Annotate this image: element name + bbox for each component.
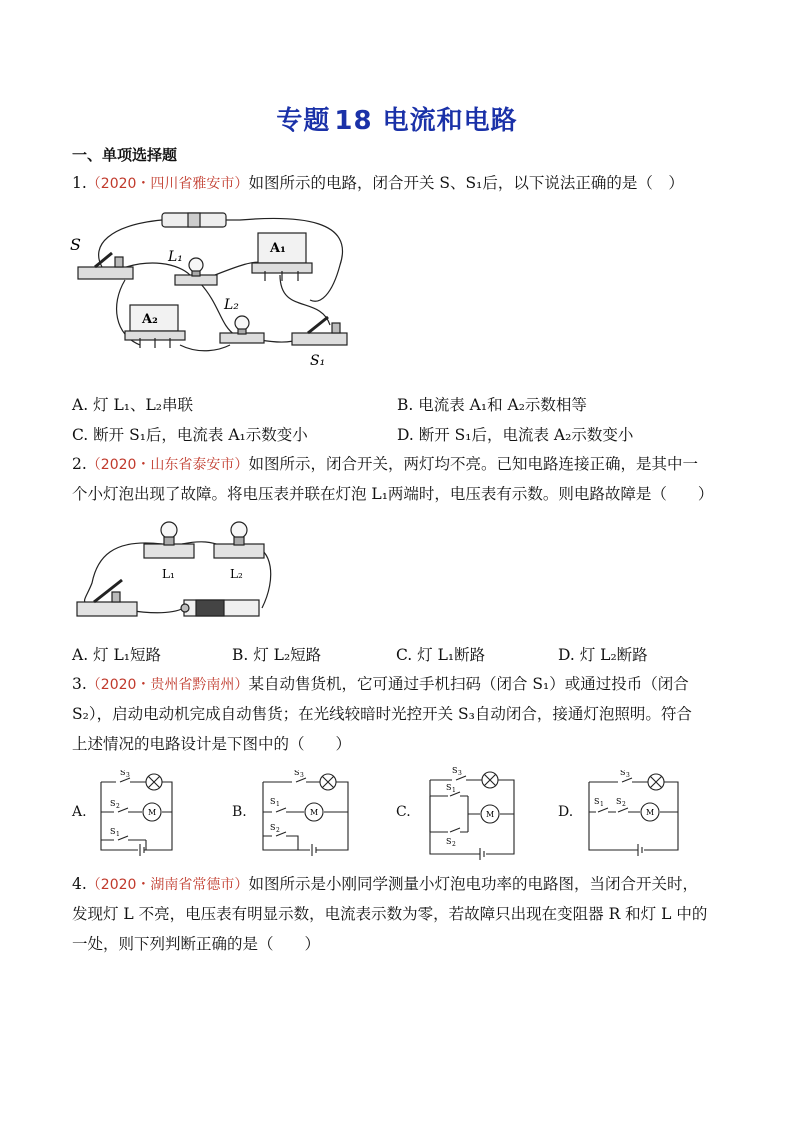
question-1-stem: 1.（2020・四川省雅安市）如图所示的电路，闭合开关 S、S₁后，以下说法正确的是（ ） <box>72 174 684 192</box>
question-4-stem-line-2: 发现灯 L 不亮，电压表有明显示数，电流表示数为零，若故障只出现在变阻器 R 和灯 L 中的 <box>72 905 708 923</box>
question-2-stem-line-1: 2.（2020・山东省泰安市）如图所示，闭合开关，两灯均不亮。已知电路连接正确，是其中一 <box>72 455 698 473</box>
svg-text:2: 2 <box>116 803 120 810</box>
svg-text:1: 1 <box>276 801 280 808</box>
question-2-figure <box>72 518 282 626</box>
question-3-stem-line-1: 3.（2020・贵州省黔南州）某自动售货机，它可通过手机扫码（闭合 S₁）或通过投币（闭合 <box>72 675 689 693</box>
q3-circuit-d[interactable] <box>584 770 684 860</box>
question-1-figure <box>70 205 370 380</box>
svg-text:S: S <box>110 799 116 808</box>
svg-text:S: S <box>620 770 626 777</box>
q3-option-c-label[interactable]: C. <box>396 804 411 820</box>
svg-text:A₁: A₁ <box>270 241 286 256</box>
question-3-stem-line-3: 上述情况的电路设计是下图中的（ ） <box>72 735 352 753</box>
q3-option-d-label[interactable]: D. <box>558 804 574 820</box>
svg-text:3: 3 <box>458 770 462 777</box>
svg-text:S: S <box>70 235 81 254</box>
svg-text:S₁: S₁ <box>310 353 326 369</box>
svg-text:L₂: L₂ <box>224 297 239 313</box>
question-2-stem-line-2: 个小灯泡出现了故障。将电压表并联在灯泡 L₁两端时，电压表有示数。则电路故障是（ ） <box>72 485 714 503</box>
svg-text:S: S <box>446 783 452 792</box>
q3-circuit-b[interactable] <box>258 770 353 860</box>
svg-text:2: 2 <box>622 801 626 808</box>
q3-circuit-c[interactable] <box>422 766 522 862</box>
svg-text:1: 1 <box>452 787 456 794</box>
svg-text:L₁: L₁ <box>162 567 175 581</box>
svg-text:S: S <box>294 770 300 777</box>
q2-option-d[interactable]: D. 灯 L₂断路 <box>558 646 648 664</box>
svg-text:M: M <box>310 808 319 817</box>
svg-text:2: 2 <box>452 841 456 848</box>
q2-option-a[interactable]: A. 灯 L₁短路 <box>72 646 161 664</box>
svg-text:M: M <box>148 808 157 817</box>
svg-text:A₂: A₂ <box>142 312 158 327</box>
svg-text:L₁: L₁ <box>168 249 183 265</box>
q3-option-a-label[interactable]: A. <box>72 804 87 820</box>
svg-text:S: S <box>616 797 622 806</box>
svg-text:1: 1 <box>116 831 120 838</box>
svg-text:S: S <box>110 827 116 836</box>
page-title: 专题 18 电流和电路 <box>276 106 518 136</box>
section-heading: 一、单项选择题 <box>72 146 178 164</box>
svg-text:M: M <box>646 808 655 817</box>
svg-text:S: S <box>446 837 452 846</box>
svg-text:3: 3 <box>300 772 304 779</box>
q3-circuit-a[interactable] <box>96 770 176 860</box>
svg-text:M: M <box>486 810 495 819</box>
q2-option-c[interactable]: C. 灯 L₁断路 <box>396 646 486 664</box>
question-4-stem-line-3: 一处，则下列判断正确的是（ ） <box>72 935 321 953</box>
svg-text:S: S <box>270 823 276 832</box>
q1-option-c[interactable]: C. 断开 S₁后，电流表 A₁示数变小 <box>72 426 308 444</box>
q1-option-a[interactable]: A. 灯 L₁、L₂串联 <box>72 396 193 414</box>
question-3-stem-line-2: S₂），启动电动机完成自动售货；在光线较暗时光控开关 S₃自动闭合，接通灯泡照明。符合 <box>72 705 692 723</box>
svg-text:L₂: L₂ <box>230 567 243 581</box>
q2-option-b[interactable]: B. 灯 L₂短路 <box>232 646 322 664</box>
svg-text:2: 2 <box>276 827 280 834</box>
svg-text:3: 3 <box>126 772 130 779</box>
svg-text:S: S <box>452 766 458 775</box>
svg-text:S: S <box>270 797 276 806</box>
q1-option-d[interactable]: D. 断开 S₁后，电流表 A₂示数变小 <box>397 426 634 444</box>
svg-text:S: S <box>120 770 126 777</box>
question-4-stem-line-1: 4.（2020・湖南省常德市）如图所示是小刚同学测量小灯泡电功率的电路图，当闭合开关时， <box>72 875 698 893</box>
q3-option-b-label[interactable]: B. <box>232 804 247 820</box>
svg-text:S: S <box>594 797 600 806</box>
svg-text:1: 1 <box>600 801 604 808</box>
svg-text:3: 3 <box>626 772 630 779</box>
q1-option-b[interactable]: B. 电流表 A₁和 A₂示数相等 <box>397 396 587 414</box>
